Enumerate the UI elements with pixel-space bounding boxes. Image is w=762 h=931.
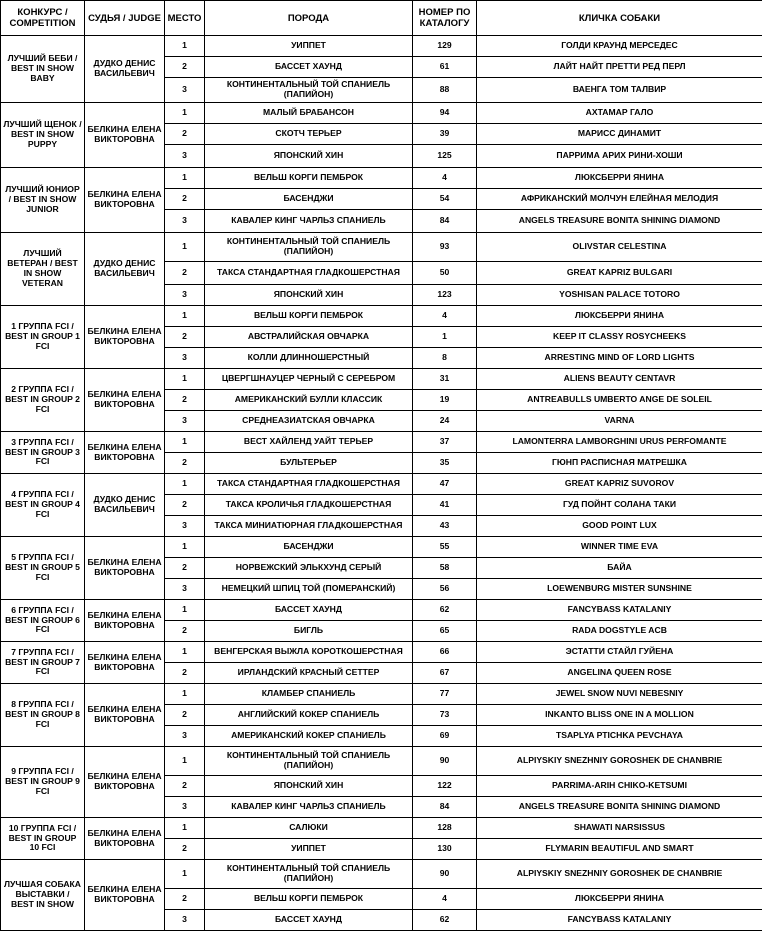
judge-cell: БЕЛКИНА ЕЛЕНА ВИКТОРОВНА: [85, 684, 165, 747]
breed-cell: БАССЕТ ХАУНД: [205, 600, 413, 621]
table-row: [1, 306, 762, 327]
dog-name-cell: ALPIYSKIY SNEZHNIY GOROSHEK DE CHANBRIE: [477, 860, 762, 889]
header-breed: ПОРОДА: [205, 1, 413, 36]
table-row: [1, 747, 762, 776]
catalog-number-cell: 37: [413, 432, 477, 453]
place-cell: 2: [165, 124, 205, 145]
competition-cell: 6 ГРУППА FCI / BEST IN GROUP 6 FCI: [1, 600, 85, 642]
dog-name-cell: GREAT KAPRIZ BULGARI: [477, 262, 762, 285]
breed-cell: КЛАМБЕР СПАНИЕЛЬ: [205, 684, 413, 705]
dog-name-cell: LAMONTERRA LAMBORGHINI URUS PERFOMANTE: [477, 432, 762, 453]
catalog-number-cell: 84: [413, 797, 477, 818]
catalog-number-cell: 4: [413, 306, 477, 327]
table-row: [1, 600, 762, 621]
catalog-number-cell: 90: [413, 860, 477, 889]
table-row: [1, 684, 762, 705]
dog-name-cell: JEWEL SNOW NUVI NEBESNIY: [477, 684, 762, 705]
competition-cell: 5 ГРУППА FCI / BEST IN GROUP 5 FCI: [1, 537, 85, 600]
breed-cell: КОНТИНЕНТАЛЬНЫЙ ТОЙ СПАНИЕЛЬ (ПАПИЙОН): [205, 233, 413, 262]
catalog-number-cell: 130: [413, 839, 477, 860]
catalog-number-cell: 67: [413, 663, 477, 684]
breed-cell: ВЕЛЬШ КОРГИ ПЕМБРОК: [205, 168, 413, 189]
competition-cell: ЛУЧШИЙ ЮНИОР / BEST IN SHOW JUNIOR: [1, 168, 85, 233]
place-cell: 3: [165, 285, 205, 306]
breed-cell: ТАКСА КРОЛИЧЬЯ ГЛАДКОШЕРСТНАЯ: [205, 495, 413, 516]
dog-name-cell: RADA DOGSTYLE ACB: [477, 621, 762, 642]
competition-cell: 7 ГРУППА FCI / BEST IN GROUP 7 FCI: [1, 642, 85, 684]
place-cell: 2: [165, 705, 205, 726]
judge-cell: ДУДКО ДЕНИС ВАСИЛЬЕВИЧ: [85, 36, 165, 103]
place-cell: 1: [165, 36, 205, 57]
breed-cell: УИППЕТ: [205, 36, 413, 57]
dog-name-cell: ЭСТАТТИ СТАЙЛ ГУЙЕНА: [477, 642, 762, 663]
place-cell: 1: [165, 747, 205, 776]
catalog-number-cell: 19: [413, 390, 477, 411]
dog-name-cell: ANGELS TREASURE BONITA SHINING DIAMOND: [477, 797, 762, 818]
place-cell: 2: [165, 889, 205, 910]
place-cell: 1: [165, 474, 205, 495]
breed-cell: КОНТИНЕНТАЛЬНЫЙ ТОЙ СПАНИЕЛЬ (ПАПИЙОН): [205, 78, 413, 103]
catalog-number-cell: 66: [413, 642, 477, 663]
breed-cell: КАВАЛЕР КИНГ ЧАРЛЬЗ СПАНИЕЛЬ: [205, 797, 413, 818]
competition-cell: ЛУЧШИЙ БЕБИ / BEST IN SHOW BABY: [1, 36, 85, 103]
dog-name-cell: PARRIMA-ARIH CHIKO-KETSUMI: [477, 776, 762, 797]
breed-cell: НЕМЕЦКИЙ ШПИЦ ТОЙ (ПОМЕРАНСКИЙ): [205, 579, 413, 600]
table-row: [1, 369, 762, 390]
place-cell: 3: [165, 348, 205, 369]
place-cell: 2: [165, 558, 205, 579]
competition-cell: 8 ГРУППА FCI / BEST IN GROUP 8 FCI: [1, 684, 85, 747]
header-judge: СУДЬЯ / JUDGE: [85, 1, 165, 36]
dog-name-cell: WINNER TIME EVA: [477, 537, 762, 558]
judge-cell: БЕЛКИНА ЕЛЕНА ВИКТОРОВНА: [85, 369, 165, 432]
place-cell: 2: [165, 621, 205, 642]
place-cell: 2: [165, 390, 205, 411]
breed-cell: БАССЕТ ХАУНД: [205, 57, 413, 78]
breed-cell: АМЕРИКАНСКИЙ КОКЕР СПАНИЕЛЬ: [205, 726, 413, 747]
header-row: [1, 1, 762, 36]
breed-cell: ЯПОНСКИЙ ХИН: [205, 285, 413, 306]
competition-cell: 9 ГРУППА FCI / BEST IN GROUP 9 FCI: [1, 747, 85, 818]
catalog-number-cell: 128: [413, 818, 477, 839]
dog-name-cell: ЛЮКСБЕРРИ ЯНИНА: [477, 306, 762, 327]
dog-name-cell: ВАЕНГА ТОМ ТАЛВИР: [477, 78, 762, 103]
judge-cell: БЕЛКИНА ЕЛЕНА ВИКТОРОВНА: [85, 103, 165, 168]
dog-name-cell: KEEP IT CLASSY ROSYCHEEKS: [477, 327, 762, 348]
place-cell: 3: [165, 579, 205, 600]
catalog-number-cell: 129: [413, 36, 477, 57]
catalog-number-cell: 4: [413, 168, 477, 189]
place-cell: 1: [165, 168, 205, 189]
judge-cell: БЕЛКИНА ЕЛЕНА ВИКТОРОВНА: [85, 747, 165, 818]
catalog-number-cell: 50: [413, 262, 477, 285]
catalog-number-cell: 62: [413, 600, 477, 621]
competition-cell: ЛУЧШИЙ ЩЕНОК / BEST IN SHOW PUPPY: [1, 103, 85, 168]
dog-name-cell: FLYMARIN BEAUTIFUL AND SMART: [477, 839, 762, 860]
place-cell: 2: [165, 262, 205, 285]
catalog-number-cell: 122: [413, 776, 477, 797]
place-cell: 2: [165, 776, 205, 797]
judge-cell: БЕЛКИНА ЕЛЕНА ВИКТОРОВНА: [85, 860, 165, 931]
breed-cell: ВЕНГЕРСКАЯ ВЫЖЛА КОРОТКОШЕРСТНАЯ: [205, 642, 413, 663]
dog-name-cell: ГЮНП РАСПИСНАЯ МАТРЕШКА: [477, 453, 762, 474]
dog-name-cell: ANGELINA QUEEN ROSE: [477, 663, 762, 684]
breed-cell: УИППЕТ: [205, 839, 413, 860]
competition-cell: 10 ГРУППА FCI / BEST IN GROUP 10 FCI: [1, 818, 85, 860]
place-cell: 3: [165, 145, 205, 168]
competition-cell: 3 ГРУППА FCI / BEST IN GROUP 3 FCI: [1, 432, 85, 474]
catalog-number-cell: 55: [413, 537, 477, 558]
catalog-number-cell: 8: [413, 348, 477, 369]
breed-cell: СРЕДНЕАЗИАТСКАЯ ОВЧАРКА: [205, 411, 413, 432]
header-catalog-number: НОМЕР ПО КАТАЛОГУ: [413, 1, 477, 36]
place-cell: 1: [165, 432, 205, 453]
catalog-number-cell: 43: [413, 516, 477, 537]
breed-cell: СКОТЧ ТЕРЬЕР: [205, 124, 413, 145]
dog-name-cell: GREAT KAPRIZ SUVOROV: [477, 474, 762, 495]
catalog-number-cell: 62: [413, 910, 477, 931]
competition-cell: ЛУЧШИЙ ВЕТЕРАН / BEST IN SHOW VETERAN: [1, 233, 85, 306]
catalog-number-cell: 77: [413, 684, 477, 705]
breed-cell: БАСЕНДЖИ: [205, 537, 413, 558]
breed-cell: ЯПОНСКИЙ ХИН: [205, 776, 413, 797]
catalog-number-cell: 47: [413, 474, 477, 495]
dog-name-cell: ЛЮКСБЕРРИ ЯНИНА: [477, 168, 762, 189]
table-row: [1, 103, 762, 124]
place-cell: 2: [165, 189, 205, 210]
header-competition: КОНКУРС / COMPETITION: [1, 1, 85, 36]
judge-cell: БЕЛКИНА ЕЛЕНА ВИКТОРОВНА: [85, 432, 165, 474]
catalog-number-cell: 56: [413, 579, 477, 600]
place-cell: 3: [165, 797, 205, 818]
dog-name-cell: ANTREABULLS UMBERTO ANGE DE SOLEIL: [477, 390, 762, 411]
dog-name-cell: VARNA: [477, 411, 762, 432]
catalog-number-cell: 125: [413, 145, 477, 168]
catalog-number-cell: 41: [413, 495, 477, 516]
breed-cell: ТАКСА СТАНДАРТНАЯ ГЛАДКОШЕРСТНАЯ: [205, 474, 413, 495]
table-row: [1, 860, 762, 889]
place-cell: 1: [165, 233, 205, 262]
place-cell: 1: [165, 818, 205, 839]
dog-name-cell: FANCYBASS KATALANIY: [477, 910, 762, 931]
catalog-number-cell: 84: [413, 210, 477, 233]
catalog-number-cell: 61: [413, 57, 477, 78]
place-cell: 1: [165, 306, 205, 327]
catalog-number-cell: 1: [413, 327, 477, 348]
place-cell: 2: [165, 663, 205, 684]
breed-cell: МАЛЫЙ БРАБАНСОН: [205, 103, 413, 124]
dog-name-cell: YOSHISAN PALACE TOTORO: [477, 285, 762, 306]
table-row: [1, 168, 762, 189]
header-place: МЕСТО: [165, 1, 205, 36]
catalog-number-cell: 54: [413, 189, 477, 210]
breed-cell: ВЕЛЬШ КОРГИ ПЕМБРОК: [205, 889, 413, 910]
header-dog-name: КЛИЧКА СОБАКИ: [477, 1, 762, 36]
dog-name-cell: БАЙА: [477, 558, 762, 579]
place-cell: 1: [165, 642, 205, 663]
catalog-number-cell: 31: [413, 369, 477, 390]
breed-cell: БАСЕНДЖИ: [205, 189, 413, 210]
catalog-number-cell: 24: [413, 411, 477, 432]
dog-name-cell: FANCYBASS KATALANIY: [477, 600, 762, 621]
catalog-number-cell: 4: [413, 889, 477, 910]
catalog-number-cell: 93: [413, 233, 477, 262]
breed-cell: ТАКСА МИНИАТЮРНАЯ ГЛАДКОШЕРСТНАЯ: [205, 516, 413, 537]
breed-cell: АНГЛИЙСКИЙ КОКЕР СПАНИЕЛЬ: [205, 705, 413, 726]
dog-name-cell: INKANTO BLISS ONE IN A MOLLION: [477, 705, 762, 726]
catalog-number-cell: 39: [413, 124, 477, 145]
place-cell: 3: [165, 210, 205, 233]
catalog-number-cell: 73: [413, 705, 477, 726]
dog-name-cell: ЛАЙТ НАЙТ ПРЕТТИ РЕД ПЕРЛ: [477, 57, 762, 78]
breed-cell: ИРЛАНДСКИЙ КРАСНЫЙ СЕТТЕР: [205, 663, 413, 684]
breed-cell: БУЛЬТЕРЬЕР: [205, 453, 413, 474]
breed-cell: ЦВЕРГШНАУЦЕР ЧЕРНЫЙ С СЕРЕБРОМ: [205, 369, 413, 390]
competition-cell: 4 ГРУППА FCI / BEST IN GROUP 4 FCI: [1, 474, 85, 537]
dog-name-cell: ANGELS TREASURE BONITA SHINING DIAMOND: [477, 210, 762, 233]
breed-cell: АВСТРАЛИЙСКАЯ ОВЧАРКА: [205, 327, 413, 348]
place-cell: 3: [165, 910, 205, 931]
breed-cell: НОРВЕЖСКИЙ ЭЛЬКХУНД СЕРЫЙ: [205, 558, 413, 579]
catalog-number-cell: 58: [413, 558, 477, 579]
place-cell: 1: [165, 684, 205, 705]
dog-name-cell: OLIVSTAR CELESTINA: [477, 233, 762, 262]
judge-cell: БЕЛКИНА ЕЛЕНА ВИКТОРОВНА: [85, 168, 165, 233]
dog-name-cell: GOOD POINT LUX: [477, 516, 762, 537]
breed-cell: ТАКСА СТАНДАРТНАЯ ГЛАДКОШЕРСТНАЯ: [205, 262, 413, 285]
breed-cell: БАССЕТ ХАУНД: [205, 910, 413, 931]
table-row: [1, 432, 762, 453]
catalog-number-cell: 90: [413, 747, 477, 776]
breed-cell: ВЕЛЬШ КОРГИ ПЕМБРОК: [205, 306, 413, 327]
dog-name-cell: ALPIYSKIY SNEZHNIY GOROSHEK DE CHANBRIE: [477, 747, 762, 776]
dog-name-cell: ЛЮКСБЕРРИ ЯНИНА: [477, 889, 762, 910]
judge-cell: БЕЛКИНА ЕЛЕНА ВИКТОРОВНА: [85, 818, 165, 860]
breed-cell: КОНТИНЕНТАЛЬНЫЙ ТОЙ СПАНИЕЛЬ (ПАПИЙОН): [205, 860, 413, 889]
place-cell: 1: [165, 369, 205, 390]
catalog-number-cell: 94: [413, 103, 477, 124]
dog-name-cell: SHAWATI NARSISSUS: [477, 818, 762, 839]
place-cell: 3: [165, 516, 205, 537]
place-cell: 2: [165, 57, 205, 78]
table-row: [1, 36, 762, 57]
breed-cell: БИГЛЬ: [205, 621, 413, 642]
dog-name-cell: АХТАМАР ГАЛО: [477, 103, 762, 124]
breed-cell: ЯПОНСКИЙ ХИН: [205, 145, 413, 168]
place-cell: 2: [165, 453, 205, 474]
judge-cell: ДУДКО ДЕНИС ВАСИЛЬЕВИЧ: [85, 474, 165, 537]
breed-cell: ВЕСТ ХАЙЛЕНД УАЙТ ТЕРЬЕР: [205, 432, 413, 453]
dog-name-cell: LOEWENBURG MISTER SUNSHINE: [477, 579, 762, 600]
competition-cell: ЛУЧШАЯ СОБАКА ВЫСТАВКИ / BEST IN SHOW: [1, 860, 85, 931]
place-cell: 2: [165, 839, 205, 860]
competition-cell: 1 ГРУППА FCI / BEST IN GROUP 1 FCI: [1, 306, 85, 369]
dog-name-cell: ГОЛДИ КРАУНД МЕРСЕДЕС: [477, 36, 762, 57]
table-row: [1, 474, 762, 495]
place-cell: 3: [165, 78, 205, 103]
catalog-number-cell: 65: [413, 621, 477, 642]
place-cell: 1: [165, 860, 205, 889]
dog-name-cell: ПАРРИМА АРИХ РИНИ-ХОШИ: [477, 145, 762, 168]
dog-name-cell: ARRESTING MIND OF LORD LIGHTS: [477, 348, 762, 369]
table-row: [1, 233, 762, 262]
dog-name-cell: АФРИКАНСКИЙ МОЛЧУН ЕЛЕЙНАЯ МЕЛОДИЯ: [477, 189, 762, 210]
dog-name-cell: МАРИСС ДИНАМИТ: [477, 124, 762, 145]
judge-cell: БЕЛКИНА ЕЛЕНА ВИКТОРОВНА: [85, 600, 165, 642]
place-cell: 1: [165, 600, 205, 621]
judge-cell: БЕЛКИНА ЕЛЕНА ВИКТОРОВНА: [85, 642, 165, 684]
catalog-number-cell: 69: [413, 726, 477, 747]
judge-cell: БЕЛКИНА ЕЛЕНА ВИКТОРОВНА: [85, 306, 165, 369]
breed-cell: САЛЮКИ: [205, 818, 413, 839]
competition-cell: 2 ГРУППА FCI / BEST IN GROUP 2 FCI: [1, 369, 85, 432]
dog-name-cell: ГУД ПОЙНТ СОЛАНА ТАКИ: [477, 495, 762, 516]
dog-name-cell: ALIENS BEAUTY CENTAVR: [477, 369, 762, 390]
place-cell: 3: [165, 726, 205, 747]
breed-cell: КОЛЛИ ДЛИННОШЕРСТНЫЙ: [205, 348, 413, 369]
catalog-number-cell: 88: [413, 78, 477, 103]
breed-cell: КОНТИНЕНТАЛЬНЫЙ ТОЙ СПАНИЕЛЬ (ПАПИЙОН): [205, 747, 413, 776]
breed-cell: КАВАЛЕР КИНГ ЧАРЛЬЗ СПАНИЕЛЬ: [205, 210, 413, 233]
dog-name-cell: TSAPLYA PTICHKA PEVCHAYA: [477, 726, 762, 747]
place-cell: 2: [165, 495, 205, 516]
table-row: [1, 818, 762, 839]
catalog-number-cell: 35: [413, 453, 477, 474]
judge-cell: ДУДКО ДЕНИС ВАСИЛЬЕВИЧ: [85, 233, 165, 306]
place-cell: 1: [165, 103, 205, 124]
place-cell: 3: [165, 411, 205, 432]
place-cell: 1: [165, 537, 205, 558]
catalog-number-cell: 123: [413, 285, 477, 306]
place-cell: 2: [165, 327, 205, 348]
table-row: [1, 537, 762, 558]
results-body: [1, 36, 762, 931]
judge-cell: БЕЛКИНА ЕЛЕНА ВИКТОРОВНА: [85, 537, 165, 600]
breed-cell: АМЕРИКАНСКИЙ БУЛЛИ КЛАССИК: [205, 390, 413, 411]
table-row: [1, 642, 762, 663]
